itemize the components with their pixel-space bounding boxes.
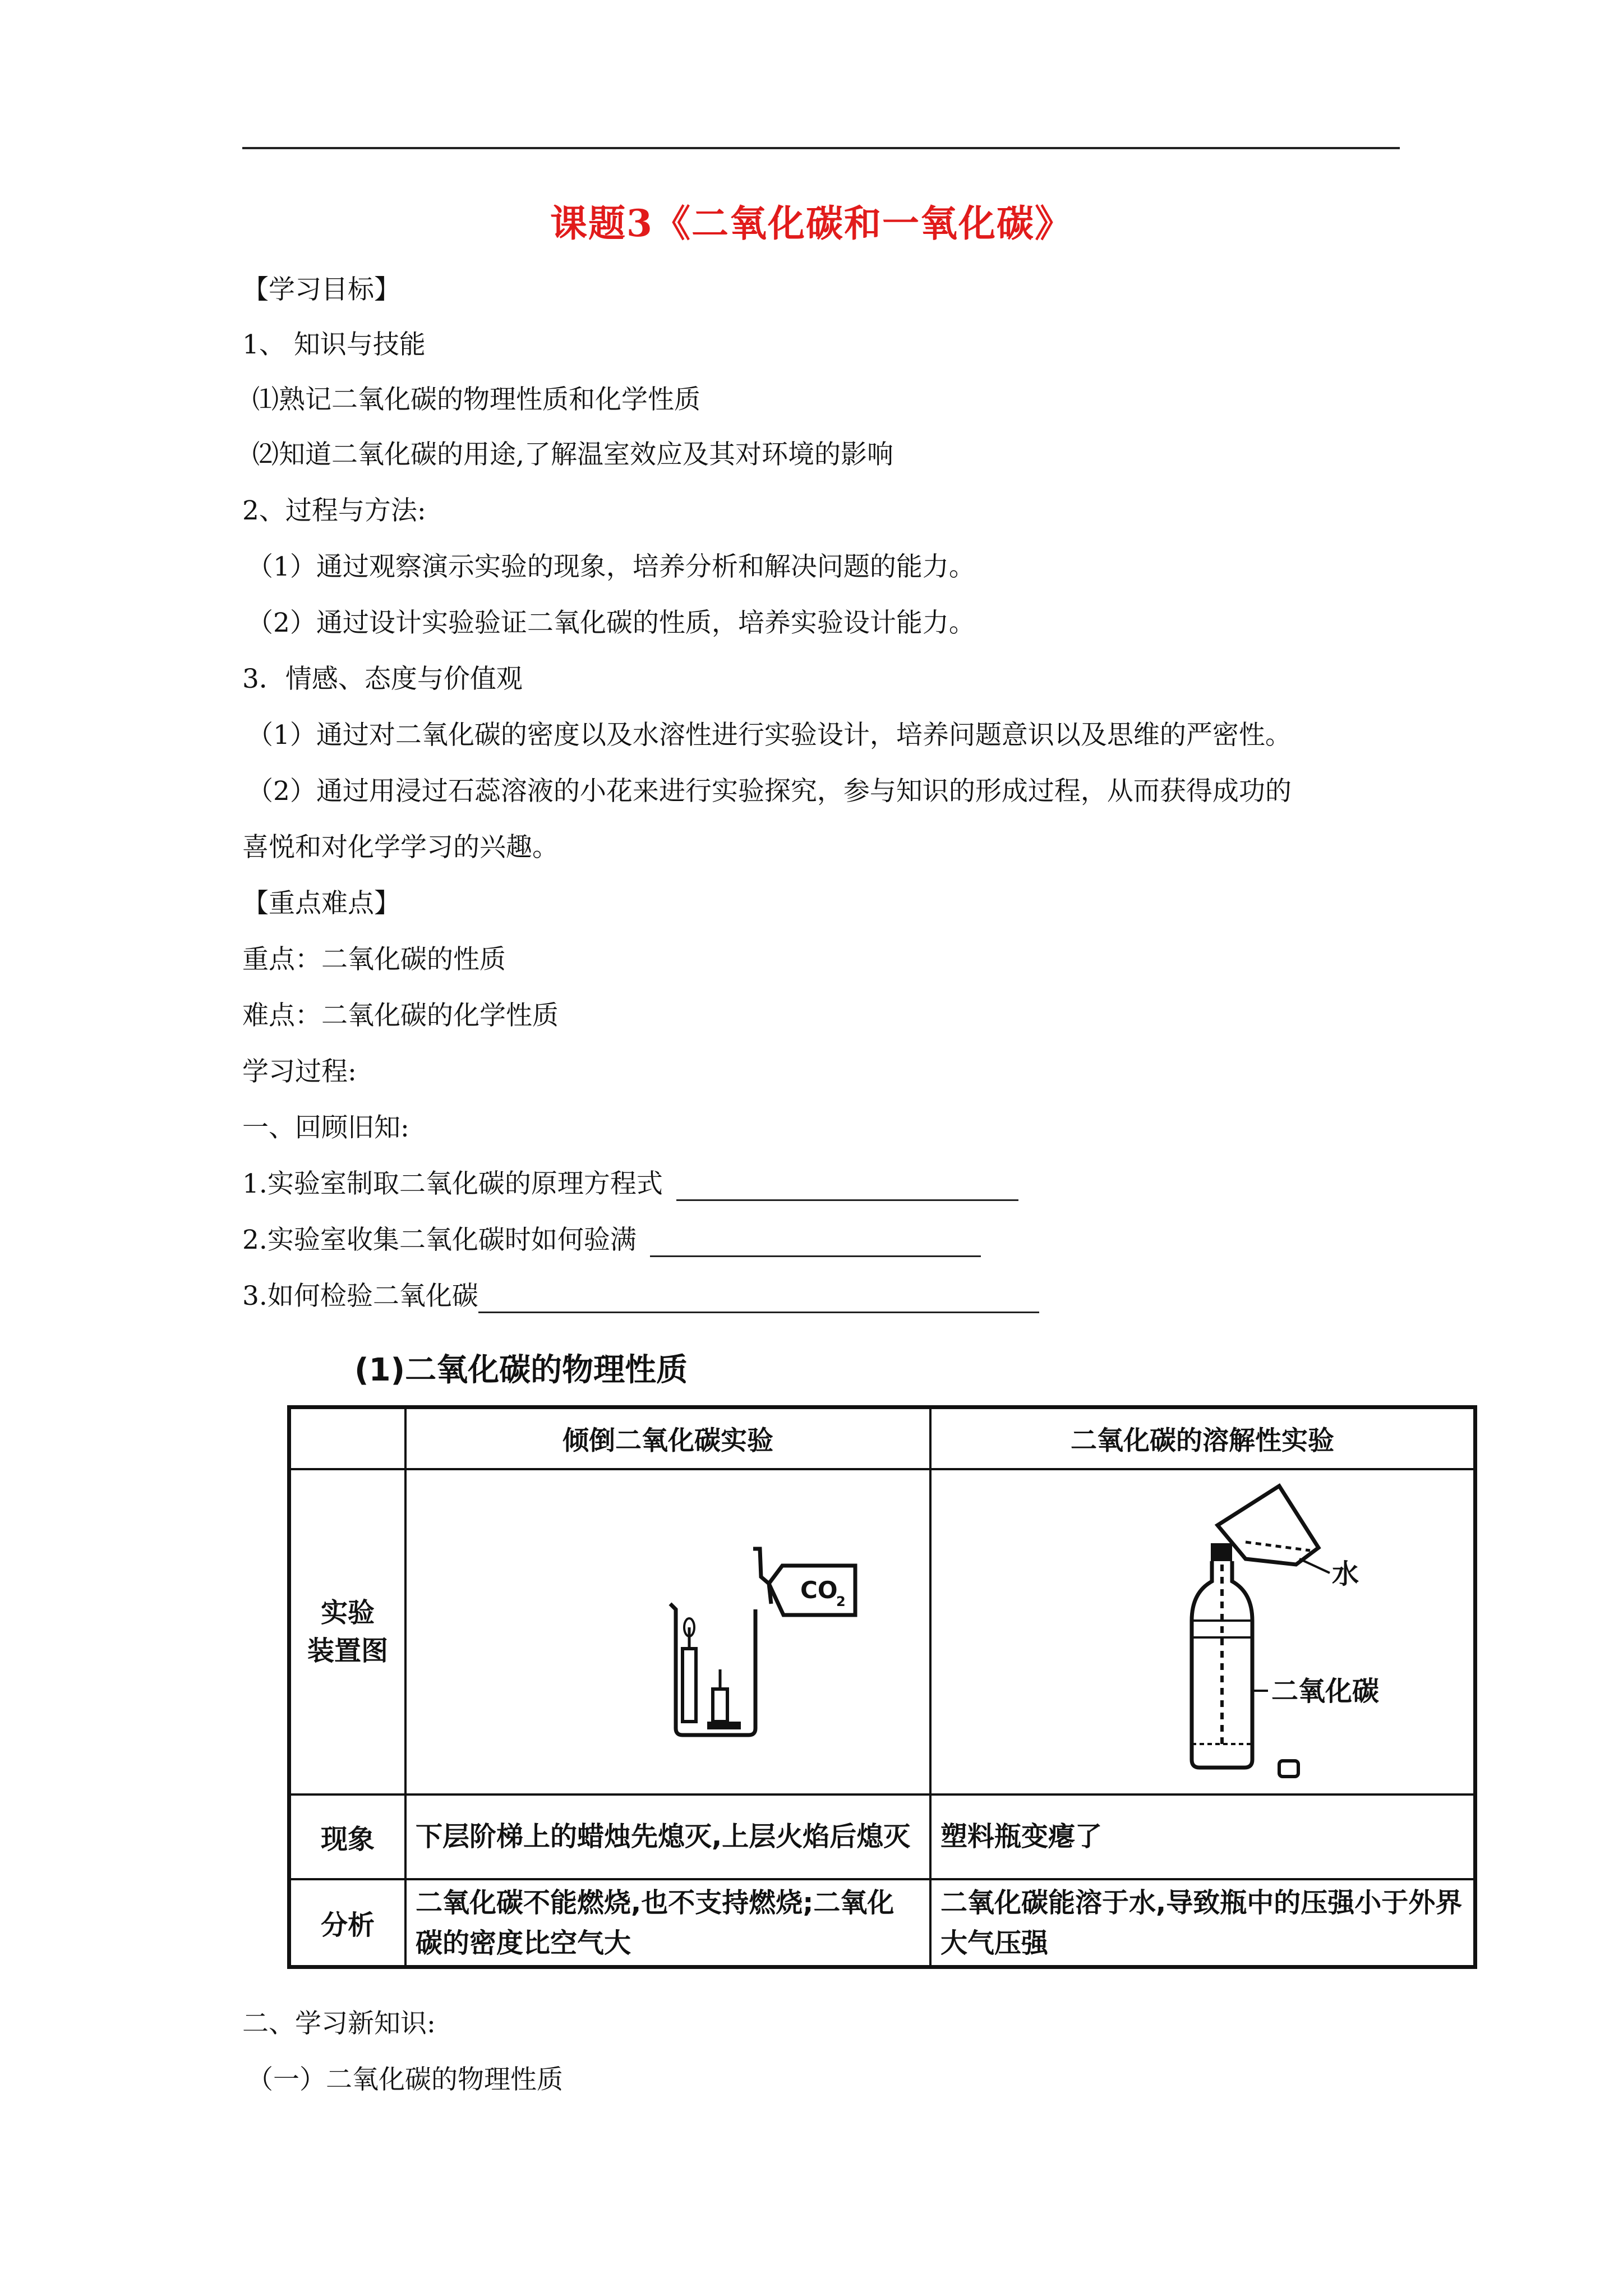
tall-candle	[683, 1649, 696, 1722]
process-heading: 学习过程:	[242, 1056, 357, 1087]
water-label: 水	[1332, 1558, 1359, 1590]
question-2-text: 2.实验室收集二氧化碳时如何验满	[242, 1225, 637, 1255]
short-candle	[713, 1689, 727, 1722]
pour-co2-figure	[653, 1543, 866, 1756]
new-knowledge-sub: （一）二氧化碳的物理性质	[247, 2064, 563, 2095]
review-heading: 一、回顾旧知:	[242, 1112, 409, 1143]
water-in-cup	[1246, 1542, 1310, 1550]
objective-knowledge: 1、 知识与技能	[242, 329, 426, 360]
table-row-analysis	[289, 1879, 1476, 1967]
experiment-table	[287, 1405, 1477, 1969]
objective-knowledge-1: ⑴熟记二氧化碳的物理性质和化学性质	[252, 384, 700, 415]
answer-blank-1[interactable]	[676, 1174, 1018, 1201]
header-pour-experiment: 倾倒二氧化碳实验	[405, 1407, 930, 1470]
candle-step	[707, 1722, 741, 1729]
table-header-row	[289, 1407, 1476, 1470]
header-solubility-experiment: 二氧化碳的溶解性实验	[930, 1407, 1476, 1470]
analysis-solubility: 二氧化碳能溶于水,导致瓶中的压强小于外界大气压强	[930, 1879, 1476, 1967]
row-label-analysis: 分析	[289, 1879, 406, 1967]
row-label-apparatus-text: 实验 装置图	[307, 1596, 388, 1667]
figure-pour-cell	[405, 1469, 930, 1795]
gas-jar-neck	[753, 1549, 771, 1604]
objective-process-2: （2）通过设计实验验证二氧化碳的性质，培养实验设计能力。	[247, 608, 975, 638]
water-cup	[1218, 1486, 1318, 1565]
table-row-phenomenon	[289, 1795, 1476, 1879]
objective-attitude-2: （2）通过用浸过石蕊溶液的小花来进行实验探究，参与知识的形成过程，从而获得成功的	[247, 776, 1292, 807]
co2-subscript: 2	[836, 1594, 846, 1610]
phenomenon-solubility: 塑料瓶变瘪了	[930, 1795, 1476, 1879]
question-2	[242, 1223, 981, 1257]
header-rule	[242, 147, 1400, 149]
table-row-apparatus	[289, 1469, 1476, 1795]
solubility-figure	[1167, 1480, 1481, 1783]
analysis-pour: 二氧化碳不能燃烧,也不支持燃烧;二氧化碳的密度比空气大	[405, 1879, 930, 1967]
co2-bottle-label: 二氧化碳	[1271, 1676, 1380, 1708]
objective-attitude-2-cont: 喜悦和对化学学习的兴趣。	[242, 832, 559, 863]
question-3	[242, 1280, 1039, 1313]
row-label-apparatus	[289, 1469, 406, 1795]
objectives-heading: 【学习目标】	[242, 274, 400, 305]
objective-attitude: 3．情感、态度与价值观	[242, 664, 523, 694]
row-label-phenomenon: 现象	[289, 1795, 406, 1879]
objective-attitude-1: （1）通过对二氧化碳的密度以及水溶性进行实验设计，培养问题意识以及思维的严密性。	[247, 720, 1292, 751]
focus-point: 重点：二氧化碳的性质	[242, 944, 506, 975]
difficulty-point: 难点：二氧化碳的化学性质	[242, 1000, 559, 1031]
page-title: 课题3《二氧化碳和一氧化碳》	[550, 201, 1073, 245]
figure-solubility-cell	[930, 1469, 1476, 1795]
objective-process: 2、过程与方法:	[242, 495, 426, 526]
question-1	[242, 1167, 1018, 1201]
co2-label: CO	[800, 1576, 838, 1604]
header-empty-cell	[289, 1407, 406, 1470]
answer-blank-3[interactable]	[478, 1286, 1039, 1313]
loose-cap	[1279, 1761, 1298, 1777]
objective-process-1: （1）通过观察演示实验的现象，培养分析和解决问题的能力。	[247, 551, 975, 582]
objective-knowledge-2: ⑵知道二氧化碳的用途,了解温室效应及其对环境的影响	[252, 439, 893, 470]
water-pointer	[1299, 1559, 1330, 1573]
bottle-cap	[1211, 1543, 1232, 1561]
keypoints-heading: 【重点难点】	[242, 888, 400, 919]
phenomenon-pour: 下层阶梯上的蜡烛先熄灭,上层火焰后熄灭	[405, 1795, 930, 1879]
new-knowledge-heading: 二、学习新知识:	[242, 2008, 436, 2039]
question-1-text: 1.实验室制取二氧化碳的原理方程式	[242, 1168, 663, 1199]
question-3-text: 3.如何检验二氧化碳	[242, 1281, 478, 1312]
answer-blank-2[interactable]	[650, 1230, 981, 1257]
table-section-title: (1)二氧化碳的物理性质	[354, 1352, 688, 1388]
